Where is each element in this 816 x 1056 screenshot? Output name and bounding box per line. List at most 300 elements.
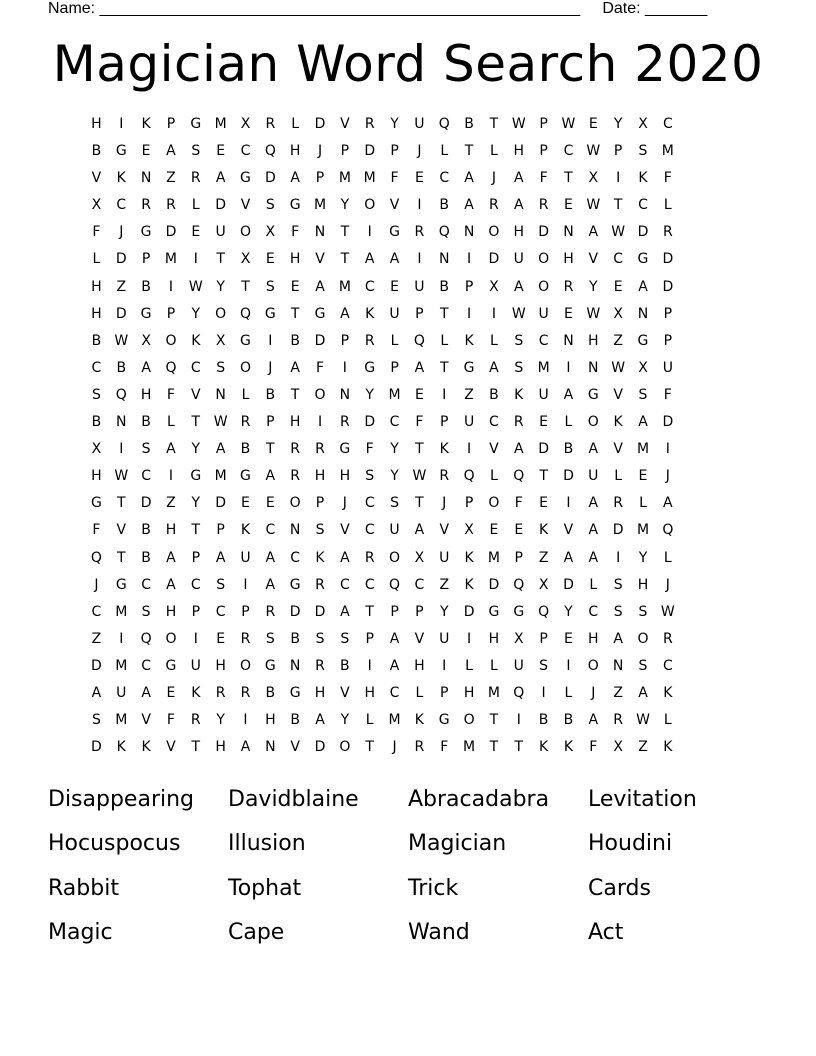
grid-letter: B xyxy=(538,712,549,729)
grid-row xyxy=(84,385,680,412)
grid-letter: C xyxy=(240,143,251,160)
grid-letter: F xyxy=(291,224,300,241)
grid-letter: A xyxy=(240,739,251,756)
grid-letter: Y xyxy=(365,386,374,403)
grid-letter: Y xyxy=(191,441,201,458)
grid-row xyxy=(84,249,680,276)
grid-letter: O xyxy=(587,414,599,431)
grid-letter: E xyxy=(414,170,424,187)
grid-letter: G xyxy=(637,332,649,349)
grid-letter: R xyxy=(364,116,375,132)
grid-letter: J xyxy=(591,684,596,701)
grid-letter: C xyxy=(439,170,450,187)
grid-letter: A xyxy=(588,224,599,241)
word-list-item: Rabbit xyxy=(48,875,119,901)
grid-letter: G xyxy=(115,576,127,593)
grid-letter: X xyxy=(489,278,499,295)
grid-letter: E xyxy=(216,143,226,160)
grid-letter: C xyxy=(116,197,127,214)
grid-letter: H xyxy=(463,684,475,701)
grid-letter: G xyxy=(289,684,301,701)
grid-letter: Q xyxy=(413,332,425,349)
grid-letter: O xyxy=(165,332,177,349)
grid-letter: R xyxy=(414,739,425,756)
grid-letter: D xyxy=(264,170,276,187)
grid-letter: E xyxy=(390,278,399,295)
grid-letter: K xyxy=(141,739,151,756)
grid-letter: D xyxy=(314,332,326,349)
grid-letter: B xyxy=(290,630,300,647)
grid-letter: J xyxy=(665,468,670,485)
word-list-item: Disappearing xyxy=(48,787,195,812)
grid-letter: S xyxy=(340,630,350,647)
grid-row xyxy=(84,412,680,439)
grid-letter: M xyxy=(636,522,650,539)
grid-letter: W xyxy=(511,305,526,322)
grid-letter: C xyxy=(563,143,574,160)
grid-letter: G xyxy=(587,386,599,403)
grid-letter: S xyxy=(91,712,101,729)
grid-letter: I xyxy=(367,224,372,241)
grid-letter: M xyxy=(115,657,128,674)
grid-letter: P xyxy=(315,495,325,512)
grid-letter: T xyxy=(365,739,374,756)
grid-letter: R xyxy=(190,712,201,729)
grid-letter: Z xyxy=(91,630,102,647)
grid-letter: N xyxy=(588,359,599,376)
grid-letter: X xyxy=(513,630,524,647)
grid-letter: A xyxy=(513,441,524,458)
grid-row xyxy=(84,114,680,141)
grid-letter: E xyxy=(265,251,275,268)
word-list-item: Davidblaine xyxy=(228,787,359,812)
grid-row xyxy=(84,168,680,195)
grid-letter: A xyxy=(364,251,375,268)
grid-row xyxy=(84,575,680,602)
grid-letter: Z xyxy=(538,549,549,566)
grid-letter: D xyxy=(662,278,674,295)
grid-letter: U xyxy=(414,278,425,295)
grid-letter: F xyxy=(315,359,325,376)
grid-letter: Z xyxy=(116,278,127,295)
grid-letter: A xyxy=(638,684,648,701)
grid-letter: K xyxy=(663,739,673,756)
grid-letter: I xyxy=(467,305,472,322)
grid-letter: D xyxy=(488,251,500,268)
grid-letter: I xyxy=(442,386,447,403)
grid-letter: T xyxy=(116,549,126,566)
grid-letter: M xyxy=(338,278,351,295)
grid-row xyxy=(84,656,680,683)
grid-letter: C xyxy=(638,197,648,214)
grid-letter: S xyxy=(265,197,275,214)
word-list-item: Cape xyxy=(228,919,285,945)
grid-letter: C xyxy=(662,116,673,132)
grid-letter: G xyxy=(165,657,177,674)
grid-letter: A xyxy=(588,549,599,566)
grid-letter: S xyxy=(514,332,524,349)
grid-letter: Q xyxy=(115,386,127,403)
grid-letter: S xyxy=(216,359,226,376)
grid-letter: I xyxy=(342,359,347,376)
grid-letter: U xyxy=(588,468,599,485)
grid-letter: A xyxy=(340,603,350,620)
grid-letter: M xyxy=(214,116,227,132)
grid-row xyxy=(84,602,680,629)
grid-letter: N xyxy=(637,305,649,322)
word-list-item: Illusion xyxy=(228,831,306,857)
grid-letter: P xyxy=(415,603,424,620)
grid-letter: P xyxy=(390,359,399,376)
grid-letter: M xyxy=(115,603,128,620)
grid-row xyxy=(84,710,680,737)
grid-letter: T xyxy=(216,251,225,268)
grid-letter: M xyxy=(313,197,327,214)
grid-letter: S xyxy=(539,657,549,674)
grid-letter: E xyxy=(613,278,623,295)
grid-letter: V xyxy=(588,251,599,268)
grid-letter: P xyxy=(464,278,474,295)
grid-letter: E xyxy=(638,468,648,485)
grid-letter: G xyxy=(389,224,400,241)
grid-letter: Y xyxy=(216,712,225,729)
grid-letter: H xyxy=(364,684,375,701)
grid-letter: L xyxy=(390,332,399,349)
grid-letter: I xyxy=(268,332,273,349)
grid-letter: T xyxy=(241,278,250,295)
grid-letter: N xyxy=(563,224,574,241)
grid-letter: D xyxy=(364,414,376,431)
grid-letter: Q xyxy=(239,305,251,322)
grid-letter: P xyxy=(340,332,350,349)
grid-letter: I xyxy=(616,549,621,566)
grid-letter: V xyxy=(613,386,623,403)
grid-letter: Y xyxy=(191,305,201,322)
grid-letter: I xyxy=(467,251,472,268)
word-list-item: Cards xyxy=(588,875,651,901)
grid-letter: A xyxy=(290,359,300,376)
grid-letter: V xyxy=(340,522,350,539)
grid-letter: X xyxy=(638,116,648,132)
grid-letter: A xyxy=(340,305,350,322)
grid-letter: S xyxy=(638,143,648,160)
grid-letter: D xyxy=(91,739,102,756)
grid-letter: T xyxy=(116,495,126,512)
grid-letter: R xyxy=(563,278,574,295)
grid-letter: D xyxy=(91,657,102,674)
grid-letter: P xyxy=(539,143,548,160)
grid-letter: S xyxy=(141,603,151,620)
grid-letter: A xyxy=(513,170,524,187)
grid-letter: E xyxy=(241,495,250,512)
grid-letter: G xyxy=(140,305,152,322)
grid-letter: H xyxy=(140,386,152,403)
grid-letter: K xyxy=(191,332,201,349)
grid-letter: W xyxy=(611,224,626,241)
grid-letter: N xyxy=(265,739,276,756)
grid-letter: C xyxy=(662,657,673,674)
grid-letter: R xyxy=(613,495,623,512)
grid-letter: K xyxy=(464,576,474,593)
grid-letter: B xyxy=(141,278,151,295)
grid-letter: T xyxy=(365,603,374,620)
grid-letter: S xyxy=(91,386,101,403)
grid-letter: M xyxy=(661,143,674,160)
grid-letter: A xyxy=(638,414,648,431)
grid-letter: F xyxy=(166,712,175,729)
grid-letter: O xyxy=(488,495,500,512)
grid-letter: G xyxy=(115,143,127,160)
grid-letter: A xyxy=(166,143,176,160)
grid-letter: D xyxy=(289,603,301,620)
grid-letter: W xyxy=(561,116,576,132)
grid-letter: W xyxy=(660,603,675,620)
grid-letter: I xyxy=(467,441,472,458)
grid-letter: E xyxy=(166,684,176,701)
grid-letter: W xyxy=(114,468,129,485)
grid-letter: I xyxy=(417,197,422,214)
grid-letter: U xyxy=(116,684,127,701)
grid-row xyxy=(84,683,680,710)
grid-letter: A xyxy=(563,386,574,403)
grid-letter: C xyxy=(141,576,151,593)
grid-letter: L xyxy=(465,657,473,674)
grid-letter: L xyxy=(92,251,101,268)
grid-letter: N xyxy=(612,657,624,674)
grid-letter: I xyxy=(566,495,571,512)
grid-letter: B xyxy=(563,441,574,458)
grid-letter: B xyxy=(563,712,574,729)
grid-letter: D xyxy=(314,603,326,620)
word-list-item: Magic xyxy=(48,919,113,945)
grid-letter: P xyxy=(216,522,225,539)
grid-letter: D xyxy=(538,224,549,241)
grid-letter: C xyxy=(290,549,301,566)
grid-letter: A xyxy=(141,684,151,701)
grid-letter: A xyxy=(389,630,400,647)
grid-letter: G xyxy=(289,197,301,214)
grid-letter: V xyxy=(141,712,151,729)
grid-letter: B xyxy=(91,332,102,349)
grid-letter: M xyxy=(636,441,650,458)
grid-letter: P xyxy=(390,143,399,160)
grid-letter: Y xyxy=(390,468,399,485)
grid-letter: B xyxy=(240,441,251,458)
grid-letter: J xyxy=(119,224,124,241)
grid-letter: A xyxy=(141,359,151,376)
page-title: Magician Word Search 2020 xyxy=(52,35,764,93)
grid-letter: C xyxy=(91,603,102,620)
grid-letter: I xyxy=(541,684,546,701)
grid-letter: P xyxy=(340,143,350,160)
grid-letter: C xyxy=(538,332,549,349)
grid-letter: H xyxy=(265,712,276,729)
grid-letter: T xyxy=(191,414,201,431)
grid-letter: D xyxy=(115,305,127,322)
grid-letter: H xyxy=(91,278,102,295)
grid-letter: P xyxy=(663,332,673,349)
grid-letter: Q xyxy=(662,522,674,539)
grid-letter: E xyxy=(489,522,499,539)
grid-letter: J xyxy=(317,143,323,160)
grid-letter: I xyxy=(367,657,372,674)
grid-letter: U xyxy=(538,305,549,322)
grid-letter: Q xyxy=(165,359,177,376)
name-label: Name: xyxy=(48,0,96,17)
grid-letter: R xyxy=(513,414,524,431)
grid-letter: L xyxy=(639,495,647,512)
grid-letter: P xyxy=(440,684,449,701)
grid-letter: A xyxy=(588,522,599,539)
grid-letter: S xyxy=(191,143,201,160)
grid-letter: Z xyxy=(613,332,623,349)
grid-letter: P xyxy=(191,549,201,566)
grid-letter: V xyxy=(439,522,450,539)
grid-letter: F xyxy=(390,170,399,187)
grid-letter: R xyxy=(315,441,325,458)
grid-letter: E xyxy=(564,305,573,322)
grid-letter: H xyxy=(215,657,226,674)
grid-letter: C xyxy=(190,359,201,376)
grid-letter: H xyxy=(165,603,177,620)
grid-letter: H xyxy=(563,251,574,268)
grid-letter: X xyxy=(91,197,102,214)
grid-letter: H xyxy=(289,251,301,268)
grid-letter: X xyxy=(613,305,623,322)
grid-letter: O xyxy=(239,359,251,376)
grid-letter: B xyxy=(141,549,151,566)
grid-letter: B xyxy=(464,116,474,132)
grid-letter: H xyxy=(314,684,326,701)
grid-letter: R xyxy=(240,684,251,701)
grid-row xyxy=(84,629,680,656)
grid-letter: A xyxy=(464,170,474,187)
grid-letter: P xyxy=(415,305,424,322)
grid-letter: D xyxy=(488,576,500,593)
grid-letter: I xyxy=(168,278,174,295)
grid-letter: G xyxy=(264,305,276,322)
grid-letter: X xyxy=(240,251,251,268)
grid-letter: P xyxy=(613,143,623,160)
grid-letter: L xyxy=(167,414,175,431)
grid-letter: C xyxy=(414,576,425,593)
grid-letter: O xyxy=(314,386,326,403)
grid-letter: D xyxy=(364,143,376,160)
grid-row xyxy=(84,222,680,249)
grid-letter: D xyxy=(140,495,152,512)
grid-letter: G xyxy=(190,468,202,485)
grid-letter: L xyxy=(564,684,573,701)
grid-letter: U xyxy=(463,414,475,431)
grid-letter: S xyxy=(265,630,275,647)
grid-letter: H xyxy=(91,116,102,132)
grid-letter: L xyxy=(415,684,424,701)
grid-letter: W xyxy=(213,414,228,431)
grid-letter: A xyxy=(513,278,524,295)
grid-letter: X xyxy=(91,441,102,458)
grid-letter: V xyxy=(389,197,400,214)
grid-letter: H xyxy=(289,414,301,431)
grid-letter: D xyxy=(637,224,649,241)
grid-letter: X xyxy=(588,170,599,187)
grid-letter: R xyxy=(290,468,301,485)
grid-letter: A xyxy=(588,495,599,512)
grid-letter: V xyxy=(116,522,127,539)
grid-letter: K xyxy=(116,170,126,187)
grid-letter: L xyxy=(614,468,623,485)
grid-letter: H xyxy=(414,657,425,674)
grid-letter: K xyxy=(439,441,449,458)
grid-letter: B xyxy=(265,684,276,701)
grid-letter: O xyxy=(587,657,599,674)
grid-letter: S xyxy=(216,576,226,593)
grid-letter: P xyxy=(390,603,399,620)
grid-letter: Y xyxy=(564,603,573,620)
grid-letter: K xyxy=(563,739,574,756)
grid-letter: A xyxy=(663,495,673,512)
grid-letter: R xyxy=(613,712,623,729)
grid-letter: O xyxy=(289,495,301,512)
grid-letter: Y xyxy=(191,495,201,512)
grid-letter: O xyxy=(538,278,550,295)
grid-letter: G xyxy=(289,576,301,593)
grid-letter: J xyxy=(665,576,670,593)
grid-letter: F xyxy=(440,739,449,756)
grid-letter: H xyxy=(588,332,599,349)
grid-letter: I xyxy=(168,468,174,485)
grid-letter: X xyxy=(215,332,226,349)
grid-letter: D xyxy=(538,441,549,458)
grid-letter: R xyxy=(315,576,325,593)
word-list-item: Hocuspocus xyxy=(48,831,181,857)
grid-letter: T xyxy=(439,305,449,322)
grid-letter: M xyxy=(537,359,550,376)
grid-letter: P xyxy=(663,305,673,322)
grid-letter: L xyxy=(440,143,449,160)
grid-letter: U xyxy=(215,224,226,241)
grid-letter: K xyxy=(613,414,623,431)
grid-letter: A xyxy=(166,441,176,458)
grid-letter: O xyxy=(339,739,351,756)
grid-letter: D xyxy=(463,603,475,620)
grid-letter: G xyxy=(90,495,102,512)
word-list-item: Trick xyxy=(408,875,459,901)
grid-letter: V xyxy=(340,684,350,701)
grid-letter: R xyxy=(315,657,325,674)
grid-letter: P xyxy=(440,414,449,431)
grid-letter: I xyxy=(317,414,323,431)
grid-letter: Q xyxy=(463,468,475,485)
name-blank: ______________________________________________________ xyxy=(99,0,581,17)
grid-letter: V xyxy=(290,739,300,756)
grid-letter: M xyxy=(115,712,128,729)
grid-letter: T xyxy=(489,712,499,729)
grid-letter: B xyxy=(141,522,151,539)
grid-letter: Q xyxy=(438,116,450,132)
grid-letter: Z xyxy=(613,684,623,701)
grid-letter: R xyxy=(662,224,673,241)
grid-letter: U xyxy=(513,251,524,268)
grid-letter: K xyxy=(464,549,474,566)
date-blank: _______ xyxy=(645,0,708,17)
grid-letter: L xyxy=(663,549,672,566)
grid-letter: G xyxy=(314,305,326,322)
grid-letter: V xyxy=(315,251,325,268)
grid-letter: P xyxy=(365,630,374,647)
grid-letter: S xyxy=(365,468,375,485)
grid-letter: B xyxy=(489,386,499,403)
grid-letter: H xyxy=(488,630,500,647)
